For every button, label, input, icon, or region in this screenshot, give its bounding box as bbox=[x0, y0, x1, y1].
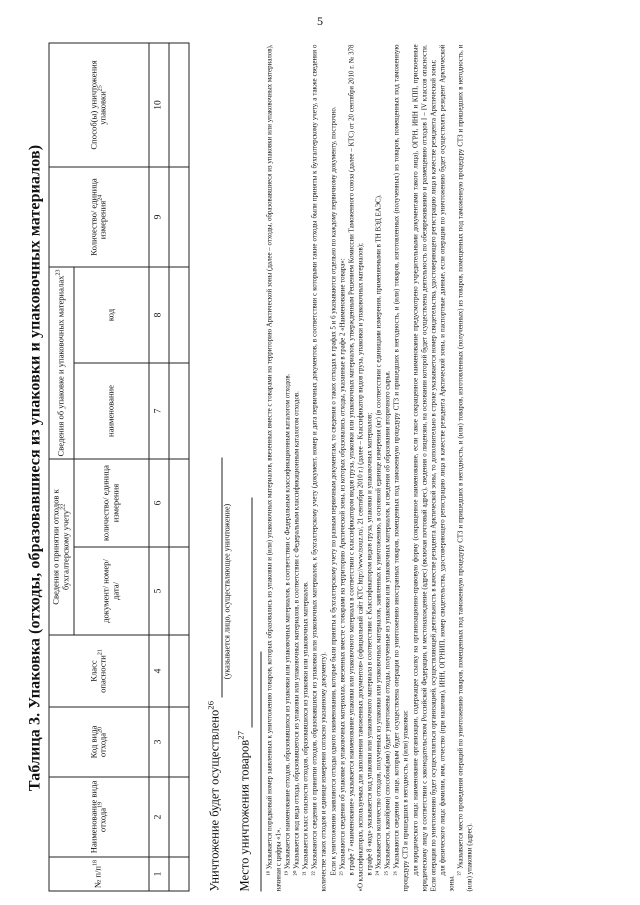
footnote: в графе 7 «наименование» указывается наименование упаковки или упаковочного материала в соответствии с классификатором видов груза, упаковки или упаковочных материалов, утвержденным Решением Комиссии Таможенного союза (далее – КТС) от 20 сентября 2010 г. № 378 «О классификаторах, используемых для заполнения таможенных документов» (официальный сайт КТС http://www.tsouz.ru/, 21 сентября 2010 г.) (далее – Классификатор видов груза, упаковки и упаковочных материалов); bbox=[347, 44, 364, 891]
footnote: ²¹ Указывается класс опасности отходов, образовавшихся из упаковки или упаковочных материалов. bbox=[302, 580, 310, 875]
footnote: ²³ Указываются сведения об упаковке и упаковочных материалах, ввезенных вместе с товарами на территорию Арктической зоны, из которых образовались отходы, указанные в графе 2 «Наименование товара»: bbox=[338, 257, 346, 875]
footnote: ¹⁸ Указывается порядковый номер заявленных к уничтожению товаров, которых образовались из упаковки и (или) упаковочных материалов, ввезенных вместе с товарами на территорию Арктической зоны (далее – отходы, образовавшиеся из упаковки или упаковочных материалов), начиная с цифры «1». bbox=[265, 44, 282, 891]
footnote: для физического лица: фамилия, имя, отчество (при наличии), ИНН, ОГРНИП, номер свидетельства, удостоверяющего регистрацию лица в качестве резидента Арктической зоны, и паспортные данные, если операции по уничтожению будет осуществлять резидент Арктической зоны. bbox=[438, 44, 455, 891]
column-number-cell: 4 bbox=[148, 635, 168, 707]
footnote: ²⁰ Указывается код вида отхода, образовавшегося из упаковки или упаковочных материалов, в соответствии с Федеральным классификационным каталогом отходов. bbox=[293, 390, 301, 875]
col-waste-name-header: Наименование вида отхода$^{19}$ bbox=[49, 777, 149, 857]
table-cell bbox=[168, 547, 188, 635]
column-number-cell: 8 bbox=[148, 266, 168, 362]
col-quantity-header: Количество/ единица измерения$^{24}$ bbox=[49, 166, 149, 266]
table-cell bbox=[168, 166, 188, 266]
destruction-blank bbox=[209, 457, 222, 697]
sub-code-header: код bbox=[73, 266, 148, 362]
sub-amount-header: количество/ единица измерения bbox=[73, 459, 148, 547]
column-number-cell: 7 bbox=[148, 363, 168, 459]
destruction-hint: (указывается лицо, осуществляющее уничтожение) bbox=[221, 503, 231, 679]
table-cell bbox=[168, 635, 188, 707]
footnotes bbox=[265, 44, 475, 891]
footnote: Если к уничтожению заявляются отходы одного наименования, которые были приняты к бухгалтерскому учету по разным первичным документам, то сведения о таких отходах в графах 5 и 6 указываются отдельно по каждому первичному документу, построчно. bbox=[329, 105, 337, 875]
col-waste-code-header: Код вида отхода$^{20}$ bbox=[49, 707, 149, 777]
col-method-header: Способ(ы) уничтожения упаковки$^{25}$ bbox=[49, 42, 149, 166]
table-cell bbox=[168, 857, 188, 891]
footnote: ¹⁹ Указывается наименование отходов, образовавшихся из упаковки или упаковочных материалов, в соответствии с Федеральным классификационным каталогом отходов. bbox=[283, 373, 291, 875]
col-number-header: № $п/п^{18}$ bbox=[49, 857, 149, 891]
table-cell bbox=[168, 459, 188, 547]
footnote: ²⁵ Указывается, какой(ими) способом(ами) будет уничтожены отходы, полученные из упаковки или упаковочных материалов, и сведения об образовании вторичного сырья. bbox=[384, 370, 392, 875]
destruction-label: Уничтожение будет осуществлено$^{26}$ bbox=[204, 700, 221, 891]
table-cell bbox=[168, 266, 188, 362]
column-number-cell: 5 bbox=[148, 547, 168, 635]
column-number-cell: 1 bbox=[148, 857, 168, 891]
footnote: ²⁴ Указывается количество отходов, полученных из упаковки или упаковочных материалов, заявленных к уничтожению, в основной единице измерения (кг) (в соответствии с единицами измерения, применяемыми в ТН ВЭД ЕАЭС). bbox=[375, 193, 383, 875]
table-title: Таблица 3. Упаковка (отходы, образовавшиеся из упаковки и упаковочных материалов) bbox=[26, 144, 43, 791]
page-number: 5 bbox=[317, 14, 323, 28]
column-number-row bbox=[148, 42, 168, 890]
packaging-group-header: Сведения об упаковке и упаковочных материалах$^{23}$ bbox=[49, 266, 74, 458]
destruction-line bbox=[204, 44, 222, 891]
location-label: Место уничтожения товаров$^{27}$ bbox=[234, 730, 251, 891]
location-line bbox=[234, 44, 252, 891]
table-cell bbox=[168, 707, 188, 777]
column-number-cell: 3 bbox=[148, 707, 168, 777]
sub-document-header: документ/ номер/ дата/ bbox=[73, 547, 148, 635]
empty-data-row bbox=[168, 42, 188, 890]
table-cell bbox=[168, 363, 188, 459]
col-hazard-class-header: Класс опасности$^{21}$ bbox=[49, 635, 149, 707]
header-row-top bbox=[49, 42, 74, 890]
footnote: для юридического лица: наименование организации, содержащее ссылку на организационно-правовую форму (сокращенное наименование, если такое сокращенное наименование предусмотрено учредительными документами такого лица), ОГРН, ИНН и КПП, присвоенные юридическому лицу в соответствии с законодательством Российской Федерации, и местонахождение (адрес) (включая почтовый адрес), сведения о лицензии, на основании которой будет осуществлена деятельность по обезвреживанию и размещению отходов I – IV классов опасности. Если операция по уничтожению будет осуществляться организацией, осуществляющей деятельность в качестве резидента Арктической зоны, то дополнительно в строке указывается номер свидетельства, удостоверяющего регистрацию лица в качестве резидента Арктической зоны; bbox=[411, 44, 437, 891]
footnote: в графе 8 «код» указывается код упаковки или упаковочного материала в соответствии с Классификатором видов груза, упаковки и упаковочных материалов; bbox=[365, 412, 373, 875]
footnote: ²² Указываются сведения о принятии отходов, образовавшихся из упаковки или упаковочных материалов, к бухгалтерскому учету (документ, номер и дата первичных документов, в соответствии с которыми такие отходы были приняты к бухгалтерскому учету, а также сведения о количестве таких отходов и единице измерения согласно указанному документу). bbox=[311, 44, 328, 891]
sub-name-header: наименование bbox=[73, 363, 148, 459]
footnote-separator bbox=[260, 651, 261, 891]
location-blank bbox=[239, 497, 252, 727]
footnote: ²⁷ Указывается место проведения операций по уничтожению товаров, помещенных под таможенную процедуру СТЗ и пришедших в негодность, и (или) товаров, изготовленных (полученных) из товаров, помещенных под таможенную процедуру СТЗ и пришедших в негодность, и (или) упаковки (адрес). bbox=[457, 44, 474, 891]
table-cell bbox=[168, 777, 188, 857]
column-number-cell: 9 bbox=[148, 166, 168, 266]
column-number-cell: 2 bbox=[148, 777, 168, 857]
table-cell bbox=[168, 42, 188, 166]
column-number-cell: 10 bbox=[148, 42, 168, 166]
footnote: ²⁶ Указываются сведения о лице, которым будет осуществлена операция по уничтожению иностранных товаров, помещенных под таможенную процедуру СТЗ и пришедших в негодность, и (или) товаров, изготовленных (полученных) из товаров, помещенных под таможенную процедуру СТЗ и пришедших в негодность, и (или) упаковки: bbox=[393, 44, 410, 891]
destruction-section bbox=[204, 44, 252, 891]
rotated-document-sheet bbox=[22, 40, 622, 895]
column-number-cell: 6 bbox=[148, 459, 168, 547]
packaging-table bbox=[48, 42, 189, 891]
accounting-group-header: Сведения о принятии отходов к бухгалтерскому учету$^{22}$ bbox=[49, 459, 74, 635]
